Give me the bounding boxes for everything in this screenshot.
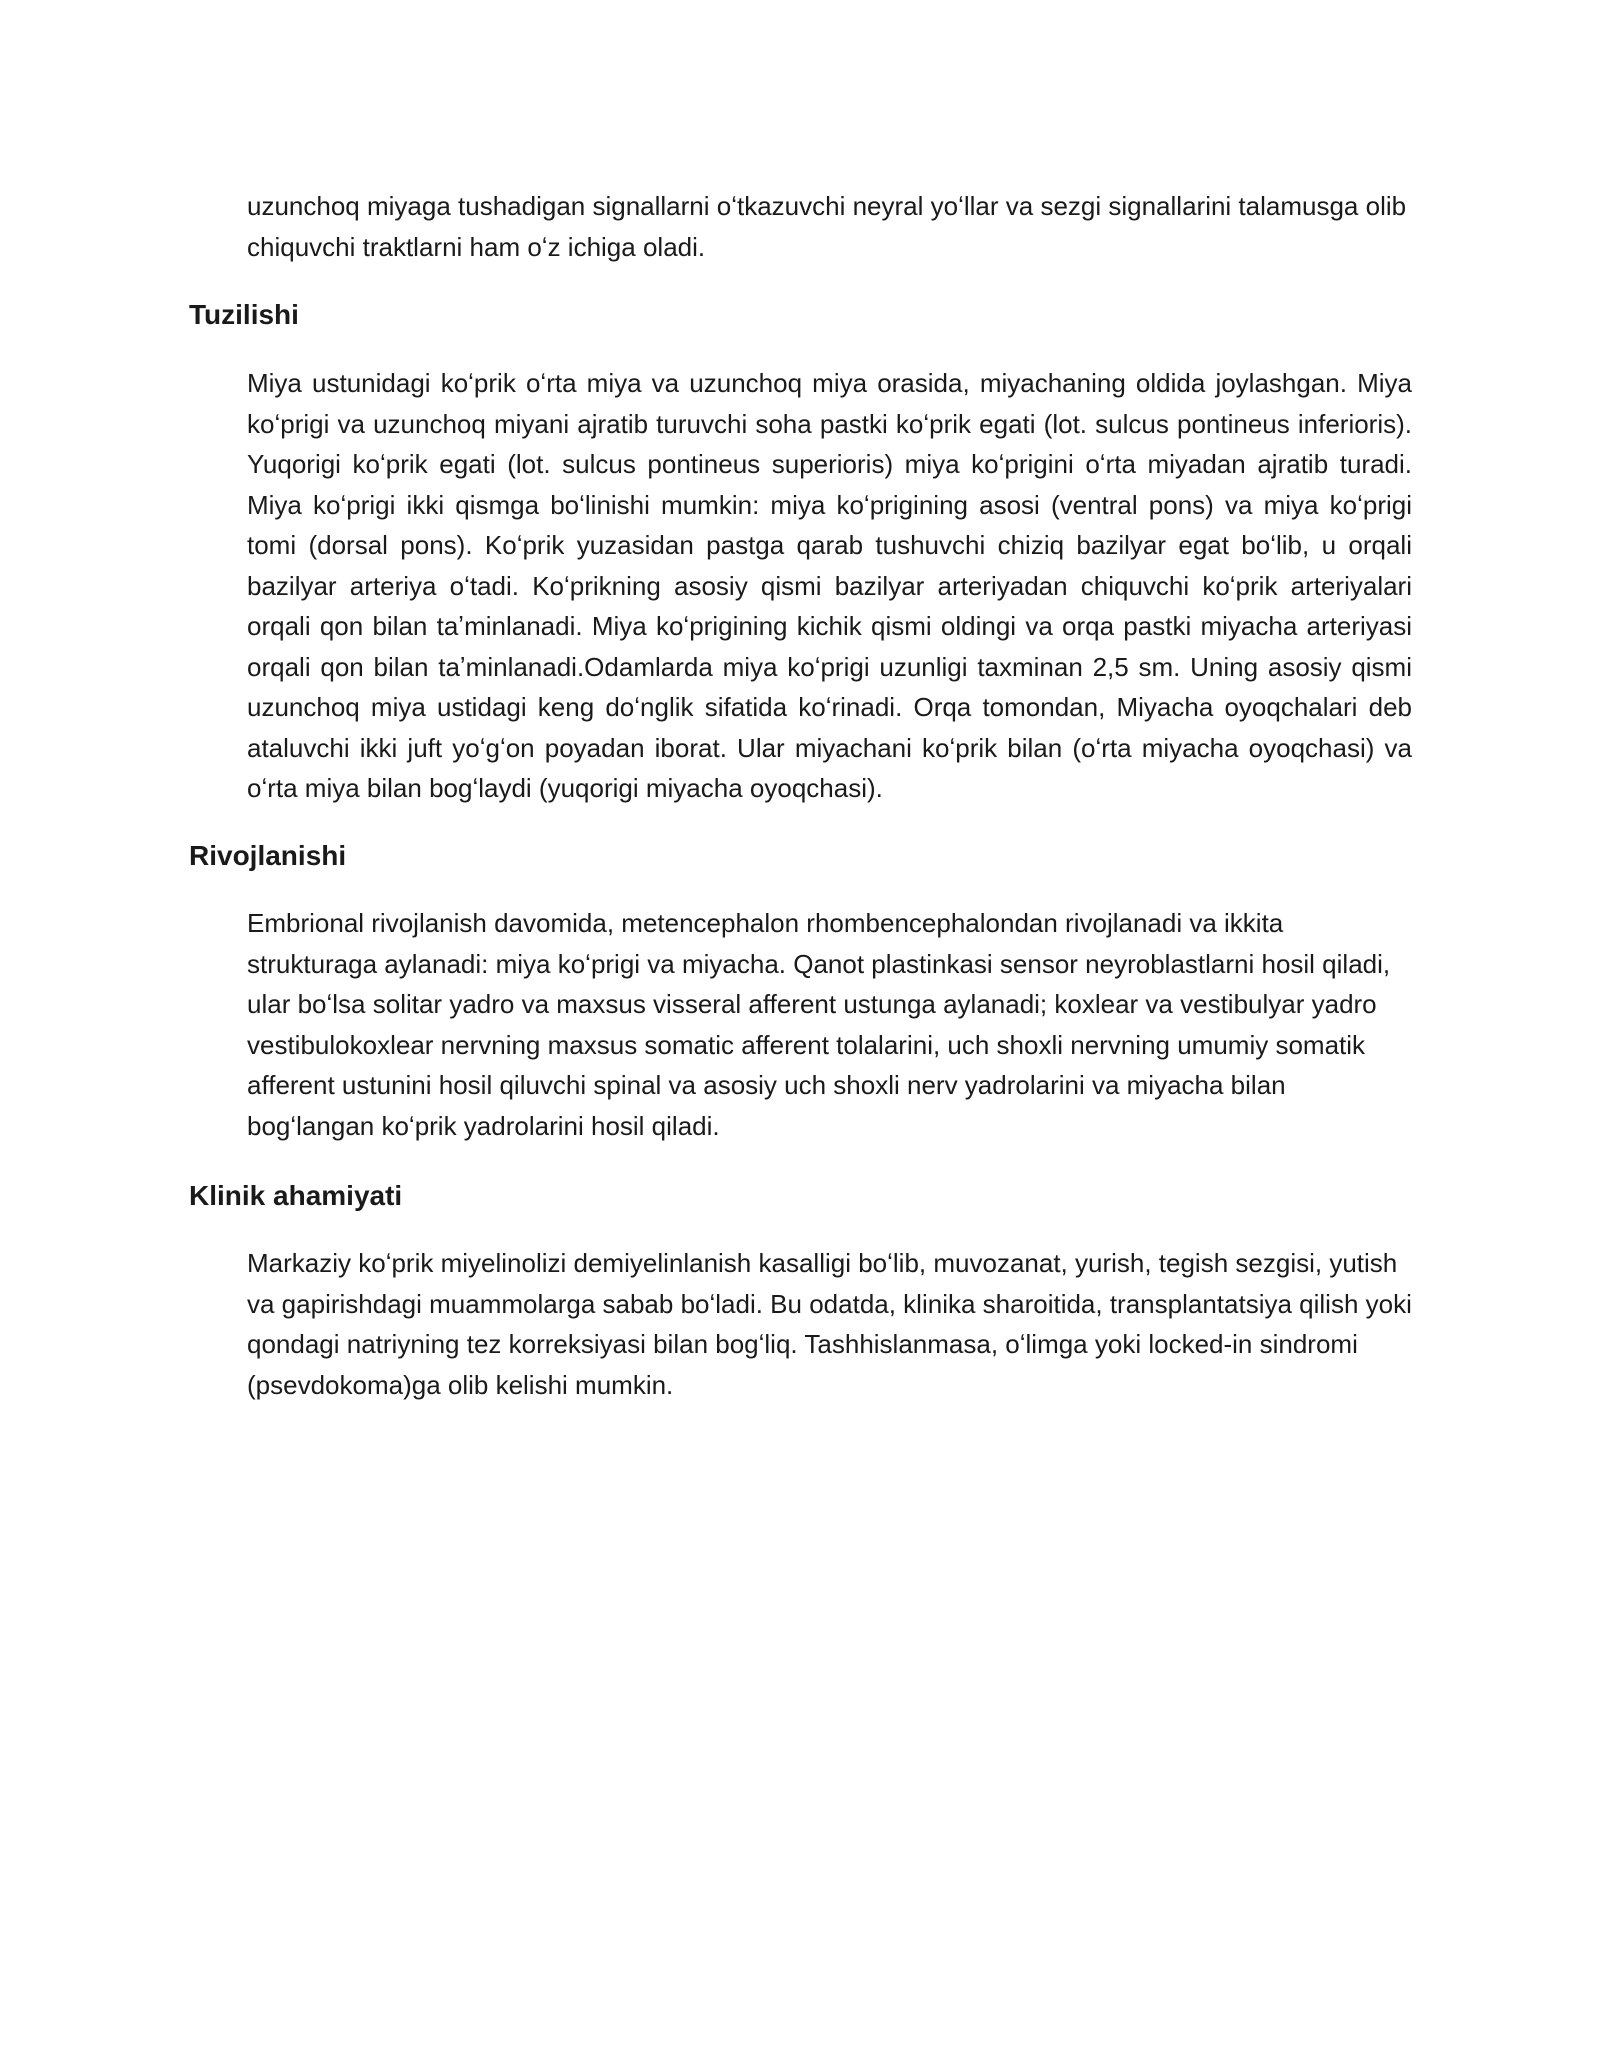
section-heading-klinik-ahamiyati: Klinik ahamiyati	[189, 1180, 403, 1211]
section-heading-rivojlanishi: Rivojlanishi	[189, 840, 347, 871]
intro-paragraph: uzunchoq miyaga tushadigan signallarni oʻtkazuvchi neyral yoʻllar va sezgi signallarini talamusga olib chiquvchi traktlarni ham oʻz ichiga oladi.	[247, 191, 1407, 262]
section-paragraph-tuzilishi: Miya ustunidagi koʻprik oʻrta miya va uzunchoq miya orasida, miyachaning oldida joylashgan. Miya koʻprigi va uzunchoq miyani ajratib turuvchi soha pastki koʻprik egati (lot. sulcus pontineus inferioris). Yuqorigi koʻprik egati (lot. sulcus pontineus superioris) miya koʻprigini oʻrta miyadan ajratib turadi. Miya koʻprigi ikki qismga boʻlinishi mumkin: miya koʻprigining asosi (ventral pons) va miya koʻprigi tomi (dorsal pons). Koʻprik yuzasidan pastga qarab tushuvchi chiziq bazilyar egat boʻlib, u orqali bazilyar arteriya oʻtadi. Koʻprikning asosiy qismi bazilyar arteriyadan chiquvchi koʻprik arteriyalari orqali qon bilan taʼminlanadi. Miya koʻprigining kichik qismi oldingi va orqa pastki miyacha arteriyasi orqali qon bilan taʼminlanadi.Odamlarda miya koʻprigi uzunligi taxminan 2,5 sm. Uning asosiy qismi uzunchoq miya ustidagi keng doʻnglik sifatida koʻrinadi. Orqa tomondan, Miyacha oyoqchalari deb ataluvchi ikki juft yoʻgʻon poyadan iborat. Ular miyachani koʻprik bilan (oʻrta miyacha oyoqchasi) va oʻrta miya bilan bogʻlaydi (yuqorigi miyacha oyoqchasi).	[247, 368, 1412, 803]
section-paragraph-rivojlanishi: Embrional rivojlanish davomida, metencephalon rhombencephalondan rivojlanadi va ikkita strukturaga aylanadi: miya koʻprigi va miyacha. Qanot plastinkasi sensor neyroblastlarni hosil qiladi, ular boʻlsa solitar yadro va maxsus visseral afferent ustunga aylanadi; koxlear va vestibulyar yadro vestibulokoxlear nervning maxsus somatic afferent tolalarini, uch shoxli nervning umumiy somatik afferent ustunini hosil qiluvchi spinal va asosiy uch shoxli nerv yadrolarini va miyacha bilan bogʻlangan koʻprik yadrolarini hosil qiladi.	[247, 908, 1391, 1141]
section-paragraph-klinik-ahamiyati: Markaziy koʻprik miyelinolizi demiyelinlanish kasalligi boʻlib, muvozanat, yurish, tegish sezgisi, yutish va gapirishdagi muammolarga sabab boʻladi. Bu odatda, klinika sharoitida, transplantatsiya qilish yoki qondagi natriyning tez korreksiyasi bilan bogʻliq. Tashhislanmasa, oʻlimga yoki locked-in sindromi (psevdokoma)ga olib kelishi mumkin.	[247, 1248, 1412, 1400]
section-heading-tuzilishi: Tuzilishi	[189, 299, 299, 330]
